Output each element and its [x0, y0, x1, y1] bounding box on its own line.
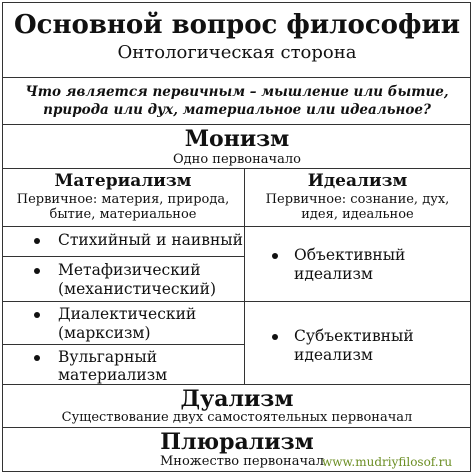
materialism-desc-2: бытие, материальное	[49, 207, 197, 222]
dualism-title: Дуализм	[180, 386, 294, 412]
idealism-desc-2: идея, идеальное	[301, 207, 414, 222]
watermark: www.mudriyfilosof.ru	[322, 455, 453, 469]
divider-header	[2, 77, 471, 78]
question-line-1: Что является первичным – мышление или бытие,	[25, 84, 449, 100]
idealism-item-1-line-2: идеализм	[294, 265, 373, 283]
pluralism-subtitle: Множество первоначал	[160, 454, 325, 469]
bullet-icon	[34, 312, 40, 318]
divider-left-1	[2, 256, 244, 257]
bullet-icon	[272, 334, 278, 340]
monism-subtitle: Одно первоначало	[173, 152, 301, 167]
bullet-icon	[34, 268, 40, 274]
page-title: Основной вопрос философии	[13, 10, 461, 40]
materialism-item-1: Стихийный и наивный	[58, 231, 243, 249]
pluralism-title: Плюрализм	[160, 429, 314, 455]
divider-columns-head	[2, 226, 471, 227]
idealism-desc-1: Первичное: сознание, дух,	[265, 192, 450, 207]
border-bottom	[2, 471, 471, 472]
divider-monism	[2, 168, 471, 169]
divider-left-2	[2, 301, 244, 302]
bullet-icon	[272, 253, 278, 259]
divider-question	[2, 124, 471, 125]
materialism-item-3-line-1: Диалектический	[58, 305, 197, 323]
materialism-item-4-line-2: материализм	[58, 366, 168, 384]
idealism-title: Идеализм	[307, 171, 408, 191]
materialism-item-2-line-1: Метафизический	[58, 261, 201, 279]
materialism-item-2-line-2: (механистический)	[58, 280, 217, 298]
bullet-icon	[34, 238, 40, 244]
bullet-icon	[34, 355, 40, 361]
border-top	[2, 2, 471, 3]
materialism-desc-1: Первичное: материя, природа,	[16, 192, 230, 207]
materialism-title: Материализм	[54, 171, 192, 191]
page-subtitle: Онтологическая сторона	[117, 42, 357, 63]
idealism-item-1-line-1: Объективный	[294, 246, 406, 264]
idealism-item-2-line-1: Субъективный	[294, 327, 414, 345]
question-line-2: природа или дух, материальное или идеальное?	[43, 102, 431, 118]
divider-right-1	[244, 301, 471, 302]
idealism-item-2-line-2: идеализм	[294, 346, 373, 364]
divider-pluralism	[2, 427, 471, 428]
monism-title: Монизм	[184, 126, 290, 152]
divider-left-3	[2, 344, 244, 345]
dualism-subtitle: Существование двух самостоятельных первоначал	[61, 410, 413, 425]
materialism-item-3-line-2: (марксизм)	[58, 324, 151, 342]
materialism-item-4-line-1: Вульгарный	[58, 348, 158, 366]
